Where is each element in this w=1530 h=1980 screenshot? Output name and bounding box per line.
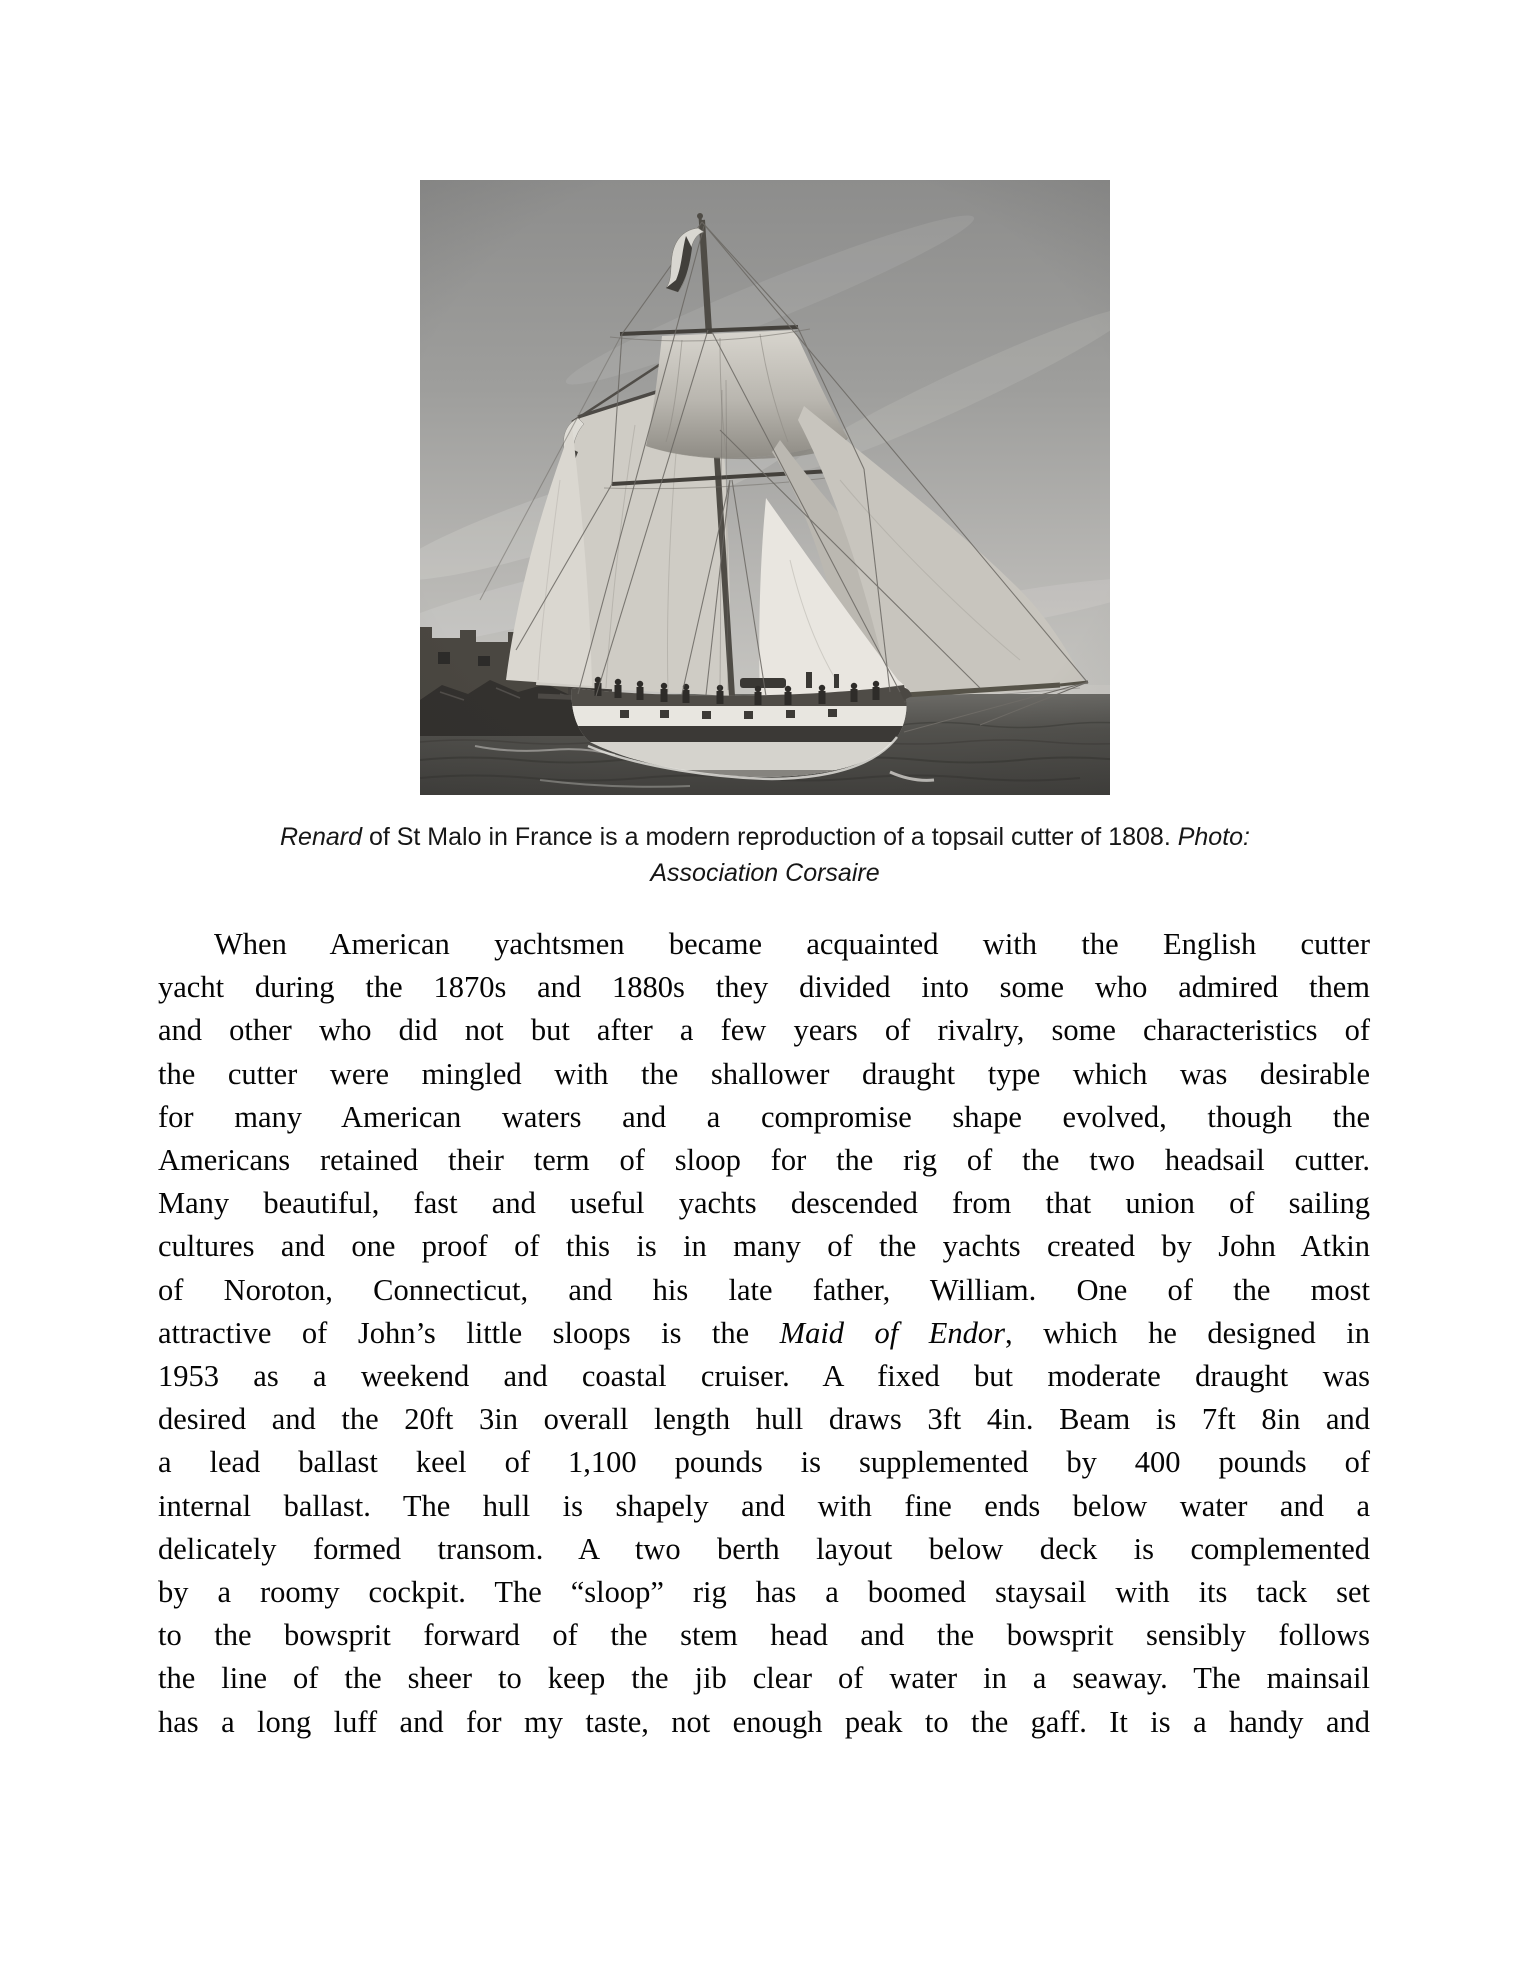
paragraph-line [158,1009,1370,1052]
body-paragraph [158,923,1370,1744]
text-segment: by a roomy cockpit. The “sloop” rig has a boomed staysail with its tack set [158,1575,1370,1610]
paragraph-line [158,923,1370,966]
paragraph-line [158,1398,1370,1441]
text-segment: the cutter were mingled with the shallower draught type which was desirable [158,1056,1370,1091]
text-segment: yacht during the 1870s and 1880s they divided into some who admired them [158,970,1370,1005]
text-segment: Americans retained their term of sloop for the rig of the two headsail cutter. [158,1143,1370,1178]
text-segment: cultures and one proof of this is in many of the yachts created by John Atkin [158,1229,1370,1264]
paragraph-line [158,1096,1370,1139]
text-segment: to the bowsprit forward of the stem head and the bowsprit sensibly follows [158,1618,1370,1653]
paragraph-line [158,1053,1370,1096]
paragraph-line [158,1312,1370,1355]
ship-photo [420,180,1110,795]
text-segment: the line of the sheer to keep the jib clear of water in a seaway. The mainsail [158,1661,1370,1696]
text-segment: for many American waters and a compromise shape evolved, though the [158,1099,1370,1134]
text-segment: Many beautiful, fast and useful yachts descended from that union of sailing [158,1186,1370,1221]
paragraph-line [158,1355,1370,1398]
paragraph-line [158,1571,1370,1614]
text-segment: a lead ballast keel of 1,100 pounds is supplemented by 400 pounds of [158,1445,1370,1480]
paragraph-line [158,1614,1370,1657]
paragraph-line [158,1657,1370,1700]
text-segment: of St Malo in France is a modern reproduction of a topsail cutter of 1808. [362,823,1178,851]
caption-line [165,855,1365,891]
paragraph-line [158,966,1370,1009]
text-segment: of Noroton, Connecticut, and his late father, William. One of the most [158,1272,1370,1307]
text-segment: delicately formed transom. A two berth layout below deck is complemented [158,1531,1370,1566]
ship-photo-figure [0,180,1530,891]
text-segment: internal ballast. The hull is shapely and with fine ends below water and a [158,1488,1370,1523]
paragraph-line [158,1225,1370,1268]
paragraph-line [158,1528,1370,1571]
text-segment: desired and the 20ft 3in overall length hull draws 3ft 4in. Beam is 7ft 8in and [158,1402,1370,1437]
paragraph-line [158,1485,1370,1528]
caption-line [165,819,1365,855]
text-segment: 1953 as a weekend and coastal cruiser. A fixed but moderate draught was [158,1359,1370,1394]
paragraph-line [158,1182,1370,1225]
paragraph-line [158,1701,1370,1744]
photo-caption [165,819,1365,891]
text-segment: , which he designed in [1005,1315,1371,1350]
italic-text-segment: Renard [280,823,362,851]
paragraph-line [158,1139,1370,1182]
text-segment: attractive of John’s little sloops is the [158,1315,780,1350]
italic-text-segment: Photo: [1177,823,1250,851]
text-segment: has a long luff and for my taste, not enough peak to the gaff. It is a handy and [158,1704,1370,1739]
photo-vignette [420,180,1110,795]
text-segment: When American yachtsmen became acquainted with the English cutter [214,927,1370,961]
paragraph-line [158,1269,1370,1312]
paragraph-line [158,1441,1370,1484]
italic-text-segment: Association Corsaire [650,859,880,887]
italic-text-segment: Maid of Endor [779,1315,1005,1350]
text-segment: and other who did not but after a few years of rivalry, some characteristics of [158,1013,1370,1048]
